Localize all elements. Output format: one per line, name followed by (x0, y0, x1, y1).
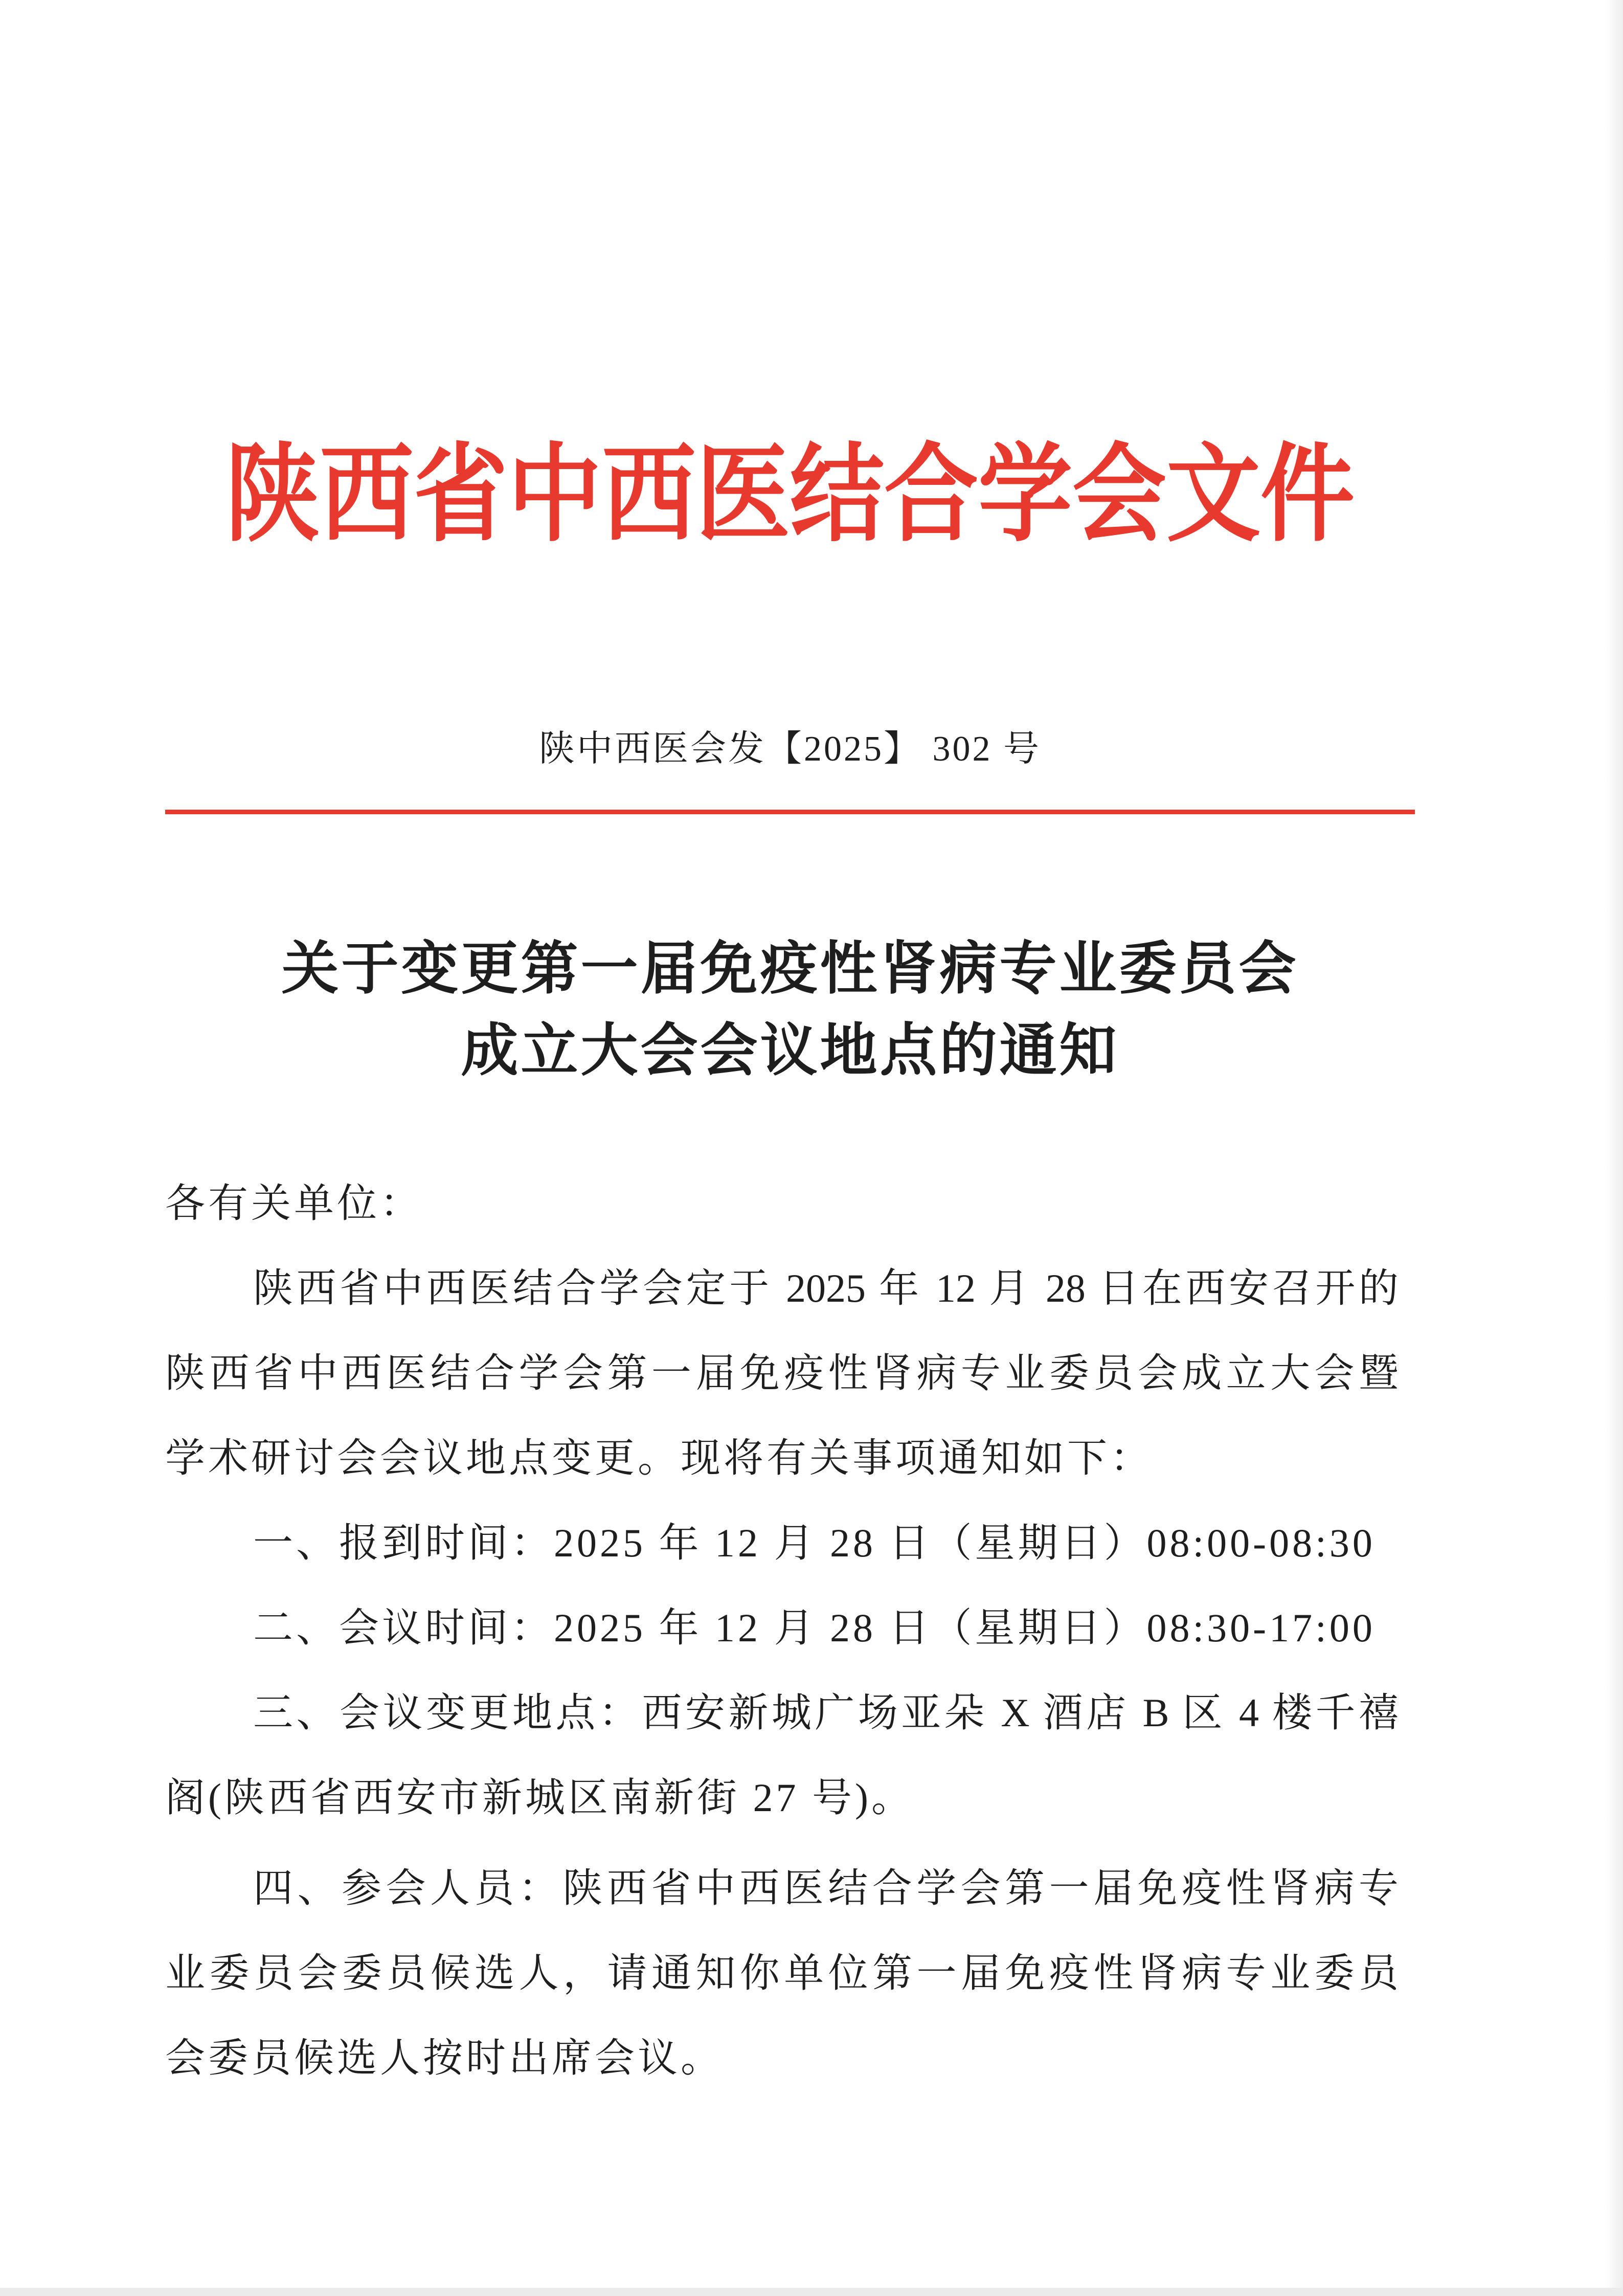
document-number: 陕中西医会发【2025】 302 号 (539, 729, 1041, 769)
body-line: 二、会议时间：2025 年 12 月 28 日（星期日）08:30-17:00 (253, 1606, 1376, 1650)
paragraph-meeting-location (165, 1670, 1399, 1840)
notice-title-line-1: 关于变更第一届免疫性肾病专业委员会 (281, 938, 1299, 1001)
notice-title-line-2: 成立大会会议地点的通知 (461, 1019, 1119, 1083)
paragraph-meeting-time (165, 1586, 1399, 1670)
scan-edge-right (1606, 0, 1623, 2296)
org-header-title: 陕西省中西医结合学会文件 (225, 431, 1355, 557)
body-line: 业委员会委员候选人，请通知你单位第一届免疫性肾病专业委员 (165, 1951, 1399, 1995)
notice-title (165, 928, 1415, 1092)
paragraph-intro (165, 1246, 1399, 1501)
red-divider-line (165, 810, 1415, 814)
body-line: 阁(陕西省西安市新城区南新街 27 号)。 (165, 1775, 914, 1820)
scan-edge-bottom (0, 2288, 1623, 2296)
body-line: 陕西省中西医结合学会第一届免疫性肾病专业委员会成立大会暨 (165, 1351, 1399, 1395)
salutation: 各有关单位： (165, 1181, 423, 1225)
body-line: 学术研讨会会议地点变更。现将有关事项通知如下： (165, 1436, 1154, 1480)
paragraph-attendees (165, 1846, 1399, 2101)
body-line: 陕西省中西医结合学会定于 2025 年 12 月 28 日在西安召开的 (253, 1266, 1399, 1310)
body-line: 一、报到时间：2025 年 12 月 28 日（星期日）08:00-08:30 (253, 1521, 1376, 1565)
body-line: 三、会议变更地点：西安新城广场亚朵 X 酒店 B 区 4 楼千禧 (253, 1690, 1399, 1735)
body-line: 四、参会人员：陕西省中西医结合学会第一届免疫性肾病专 (253, 1866, 1399, 1910)
body-line: 会委员候选人按时出席会议。 (165, 2036, 724, 2080)
paragraph-registration-time (165, 1501, 1399, 1586)
notice-body (165, 1246, 1399, 2101)
